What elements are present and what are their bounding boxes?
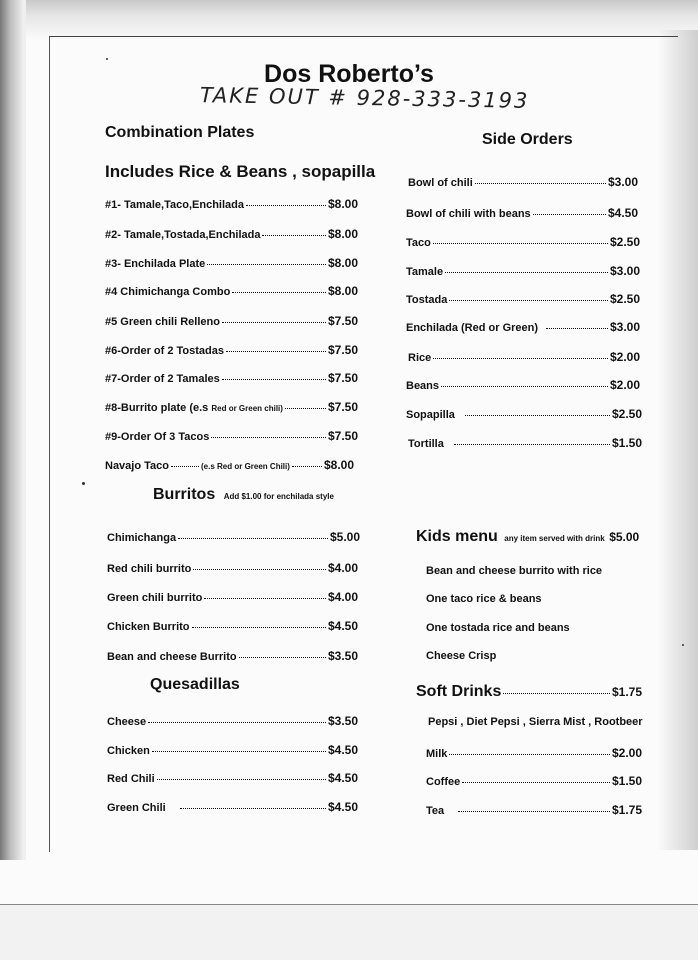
soft-drinks-list: Pepsi , Diet Pepsi , Sierra Mist , Rootbeer [428, 716, 643, 728]
leader-dots [441, 386, 608, 387]
leader-dots [465, 415, 610, 416]
leader-dots [246, 205, 326, 206]
item-price: $8.00 [323, 458, 354, 472]
menu-item [107, 743, 358, 757]
menu-item [105, 343, 358, 357]
menu-item [105, 400, 358, 414]
menu-item [105, 458, 354, 472]
leader-dots [449, 300, 608, 301]
item-name: Red Chili [107, 773, 155, 785]
item-price: $7.50 [327, 371, 358, 385]
leader-dots [285, 408, 326, 409]
item-price: $4.50 [327, 771, 358, 785]
menu-item [107, 619, 358, 633]
combination-subtitle: Includes Rice & Beans , sopapilla [105, 162, 376, 181]
leader-dots [454, 444, 610, 445]
item-name: Green Chili [107, 802, 166, 814]
kids-item: One taco rice & beans [426, 593, 542, 605]
combination-title: Combination Plates [105, 124, 255, 141]
burritos-note: Add $1.00 for enchilada style [223, 492, 334, 501]
leader-dots [207, 264, 326, 265]
menu-item [105, 284, 358, 298]
scan-speck [82, 482, 85, 485]
item-price: $3.00 [609, 264, 640, 278]
menu-item [107, 590, 358, 604]
item-note: (e.s Red or Green Chili) [201, 462, 290, 471]
kids-item: Cheese Crisp [426, 650, 497, 662]
item-price: $2.50 [611, 407, 642, 421]
item-price: $3.00 [609, 320, 640, 334]
leader-dots [211, 437, 326, 438]
item-price: $5.00 [329, 530, 360, 544]
item-name: Bowl of chili [408, 177, 473, 189]
menu-item [107, 649, 358, 663]
item-name: Tortilla [408, 438, 444, 450]
kids-menu-title [416, 528, 639, 546]
leader-dots [148, 722, 326, 723]
leader-dots [222, 322, 326, 323]
scan-shadow-top [0, 0, 698, 40]
item-name: Chimichanga [107, 532, 177, 544]
burritos-title-text: Burritos [153, 486, 216, 503]
item-price: $3.50 [327, 649, 358, 663]
kids-menu-title-text: Kids menu [416, 528, 498, 545]
leader-dots [222, 379, 326, 380]
menu-item [426, 746, 642, 760]
item-price: $4.50 [607, 206, 638, 220]
leader-dots [503, 693, 610, 694]
leader-dots [152, 751, 326, 752]
item-name: #8-Burrito plate (e.s [105, 402, 209, 414]
item-price: $4.50 [327, 619, 358, 633]
item-name: #2- Tamale,Tostada,Enchilada [105, 229, 261, 241]
menu-item [105, 197, 358, 211]
menu-item [406, 292, 640, 306]
menu-item [426, 803, 642, 817]
item-name: Tea [426, 805, 445, 817]
menu-item [408, 175, 638, 189]
item-price: $7.50 [327, 343, 358, 357]
menu-item [107, 800, 358, 814]
item-price: $4.50 [327, 743, 358, 757]
item-name: Taco [406, 237, 431, 249]
item-name: Milk [426, 748, 448, 760]
item-name: Coffee [426, 776, 461, 788]
item-name: Bowl of chili with beans [406, 208, 531, 220]
leader-dots [546, 328, 608, 329]
item-name: Rice [408, 352, 432, 364]
quesadillas-title: Quesadillas [150, 676, 240, 693]
item-price: $2.00 [611, 746, 642, 760]
item-note: Red or Green chili) [211, 404, 283, 413]
menu-item [406, 407, 642, 421]
soft-drinks-row [416, 683, 642, 701]
menu-item [408, 350, 640, 364]
menu-item [406, 235, 640, 249]
item-price: $2.00 [609, 378, 640, 392]
item-name: Sopapilla [406, 409, 455, 421]
item-price: $4.00 [327, 590, 358, 604]
leader-dots [433, 243, 608, 244]
item-name: Tostada [406, 294, 448, 306]
item-name: #4 Chimichanga Combo [105, 286, 231, 298]
item-price: $7.50 [327, 429, 358, 443]
soft-drinks-price: $1.75 [611, 685, 642, 699]
menu-item [107, 530, 360, 544]
leader-dots [157, 779, 326, 780]
leader-dots [458, 811, 610, 812]
item-price: $3.00 [607, 175, 638, 189]
item-price: $7.50 [327, 314, 358, 328]
menu-item [105, 429, 358, 443]
menu-item [406, 320, 640, 334]
item-name: Chicken [107, 745, 150, 757]
leader-dots [226, 351, 326, 352]
kids-item: One tostada rice and beans [426, 622, 570, 634]
menu-item [406, 206, 638, 220]
leader-dots [192, 627, 326, 628]
item-name: Chicken Burrito [107, 621, 190, 633]
item-name: #7-Order of 2 Tamales [105, 373, 220, 385]
leader-dots [232, 292, 326, 293]
item-name: Enchilada (Red or Green) [406, 322, 539, 334]
menu-item [107, 771, 358, 785]
menu-item [406, 378, 640, 392]
item-name: #3- Enchilada Plate [105, 258, 206, 270]
item-price: $2.50 [609, 292, 640, 306]
item-price: $1.50 [611, 436, 642, 450]
leader-dots [433, 358, 608, 359]
menu-item [408, 436, 642, 450]
item-price: $7.50 [327, 400, 358, 414]
leader-dots [292, 466, 322, 467]
leader-dots [533, 214, 606, 215]
menu-item [107, 714, 358, 728]
sides-title: Side Orders [482, 131, 573, 148]
item-price: $8.00 [327, 256, 358, 270]
item-name: #5 Green chili Relleno [105, 316, 220, 328]
menu-item [105, 227, 358, 241]
leader-dots [178, 538, 328, 539]
leader-dots [462, 782, 610, 783]
item-price: $8.00 [327, 197, 358, 211]
menu-item [105, 371, 358, 385]
item-name: #9-Order Of 3 Tacos [105, 431, 210, 443]
scan-speck [682, 644, 684, 646]
menu-item [406, 264, 640, 278]
takeout-phone: TAKE OUT # 928-333-3193 [199, 83, 530, 113]
scan-shadow-left [0, 0, 26, 860]
item-price: $2.00 [609, 350, 640, 364]
item-price: $8.00 [327, 284, 358, 298]
item-name: #6-Order of 2 Tostadas [105, 345, 224, 357]
soft-drinks-title: Soft Drinks [416, 683, 502, 700]
restaurant-name: Dos Roberto’s [264, 60, 434, 88]
leader-dots [193, 569, 326, 570]
item-price: $4.50 [327, 800, 358, 814]
item-price: $1.50 [611, 774, 642, 788]
menu-item [105, 314, 358, 328]
item-price: $2.50 [609, 235, 640, 249]
menu-item [107, 561, 358, 575]
item-price: $4.00 [327, 561, 358, 575]
leader-dots [262, 235, 325, 236]
item-name: Red chili burrito [107, 563, 192, 575]
leader-dots [204, 598, 326, 599]
menu-item [426, 774, 642, 788]
burritos-title [153, 486, 334, 504]
item-price: $1.75 [611, 803, 642, 817]
kids-menu-price: $5.00 [609, 530, 640, 544]
item-name: Cheese [107, 716, 147, 728]
item-name: #1- Tamale,Taco,Enchilada [105, 199, 244, 211]
leader-dots [239, 657, 326, 658]
leader-dots [180, 808, 326, 809]
item-price: $3.50 [327, 714, 358, 728]
scan-edge [0, 904, 698, 905]
leader-dots [445, 272, 608, 273]
leader-dots [171, 466, 199, 467]
leader-dots [475, 183, 606, 184]
scan-speck [106, 58, 108, 60]
leader-dots [449, 754, 610, 755]
item-name: Tamale [406, 266, 444, 278]
item-name: Green chili burrito [107, 592, 203, 604]
item-name: Navajo Taco [105, 460, 169, 472]
kids-menu-note: any item served with drink [504, 534, 605, 543]
kids-item: Bean and cheese burrito with rice [426, 565, 603, 577]
item-price: $8.00 [327, 227, 358, 241]
menu-item [105, 256, 358, 270]
item-name: Beans [406, 380, 440, 392]
item-name: Bean and cheese Burrito [107, 651, 237, 663]
